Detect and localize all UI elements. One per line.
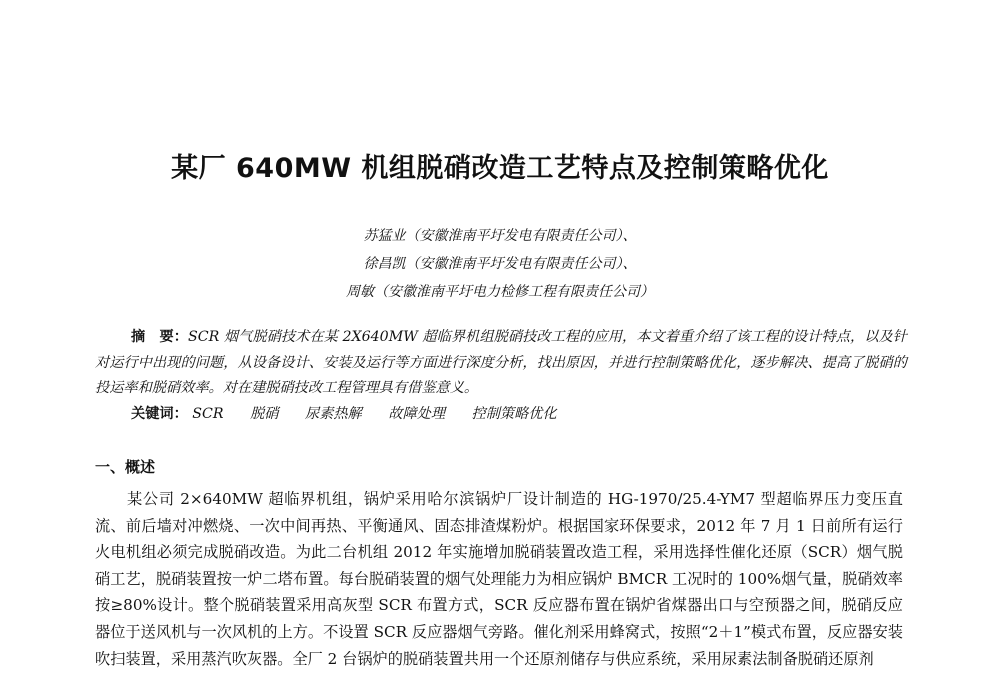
author-line: 周敏（安徽淮南平圩电力检修工程有限责任公司） (346, 284, 654, 300)
body-paragraph: 某公司 2×640MW 超临界机组，锅炉采用哈尔滨锅炉厂设计制造的 HG-1970/25.4-YM7 型超临界压力变压直流、前后墙对冲燃烧、一次中间再热、平衡通风、固态排渣煤粉炉。根据国家环保要求，2012 年 7 月 1 日前所有运行火电机组必须完成脱硝改造。为此二台机组 2012 年实施增加脱硝装置改造工程，采用选择性催化还原（SCR）烟气脱硝工艺，脱硝装置按一炉二塔布置。每台脱硝装置的烟气处理能力为相应锅炉 BMCR 工况时的 100%烟气量，脱硝效率按≥80%设计。整个脱硝装置采用高灰型 SCR 布置方式，SCR 反应器布置在锅炉省煤器出口与空预器之间，脱硝反应器位于送风机与一次风机的上方。不设置 SCR 反应器烟气旁路。催化剂采用蜂窝式，按照“2＋1”模式布置，反应器安装吹扫装置，采用蒸汽吹灰器。全厂 2 台锅炉的脱硝装置共用一个还原剂储存与供应系统，采用尿素法制备脱硝还原剂 (95, 490, 903, 668)
abstract-label: 摘 要： (131, 329, 189, 345)
keyword: 尿素热解 (304, 406, 362, 422)
author-list (0, 222, 1000, 306)
keyword: SCR (192, 406, 224, 422)
abstract-text: SCR 烟气脱硝技术在某 2X640MW 超临界机组脱硝技改工程的应用，本文着重介绍了该工程的设计特点，以及针对运行中出现的问题，从设备设计、安装及运行等方面进行深度分析，找出原因，并进行控制策略优化，逐步解决、提高了脱硝的投运率和脱硝效率。对在建脱硝技改工程管理具有借鉴意义。 (95, 329, 907, 396)
keyword: 故障处理 (388, 406, 446, 422)
section-heading: 一、概述 (95, 458, 156, 476)
section-body (95, 486, 903, 672)
author-line: 苏猛业（安徽淮南平圩发电有限责任公司）、 (363, 228, 637, 244)
author-line: 徐昌凯（安徽淮南平圩发电有限责任公司）、 (363, 256, 637, 272)
keywords-label: 关键词： (131, 406, 188, 422)
abstract (95, 325, 907, 402)
paper-title: 某厂 640MW 机组脱硝改造工艺特点及控制策略优化 (171, 153, 829, 184)
abstract-paragraph (95, 325, 907, 402)
keyword: 控制策略优化 (471, 406, 557, 422)
keyword: 脱硝 (250, 406, 279, 422)
keywords (131, 402, 579, 427)
